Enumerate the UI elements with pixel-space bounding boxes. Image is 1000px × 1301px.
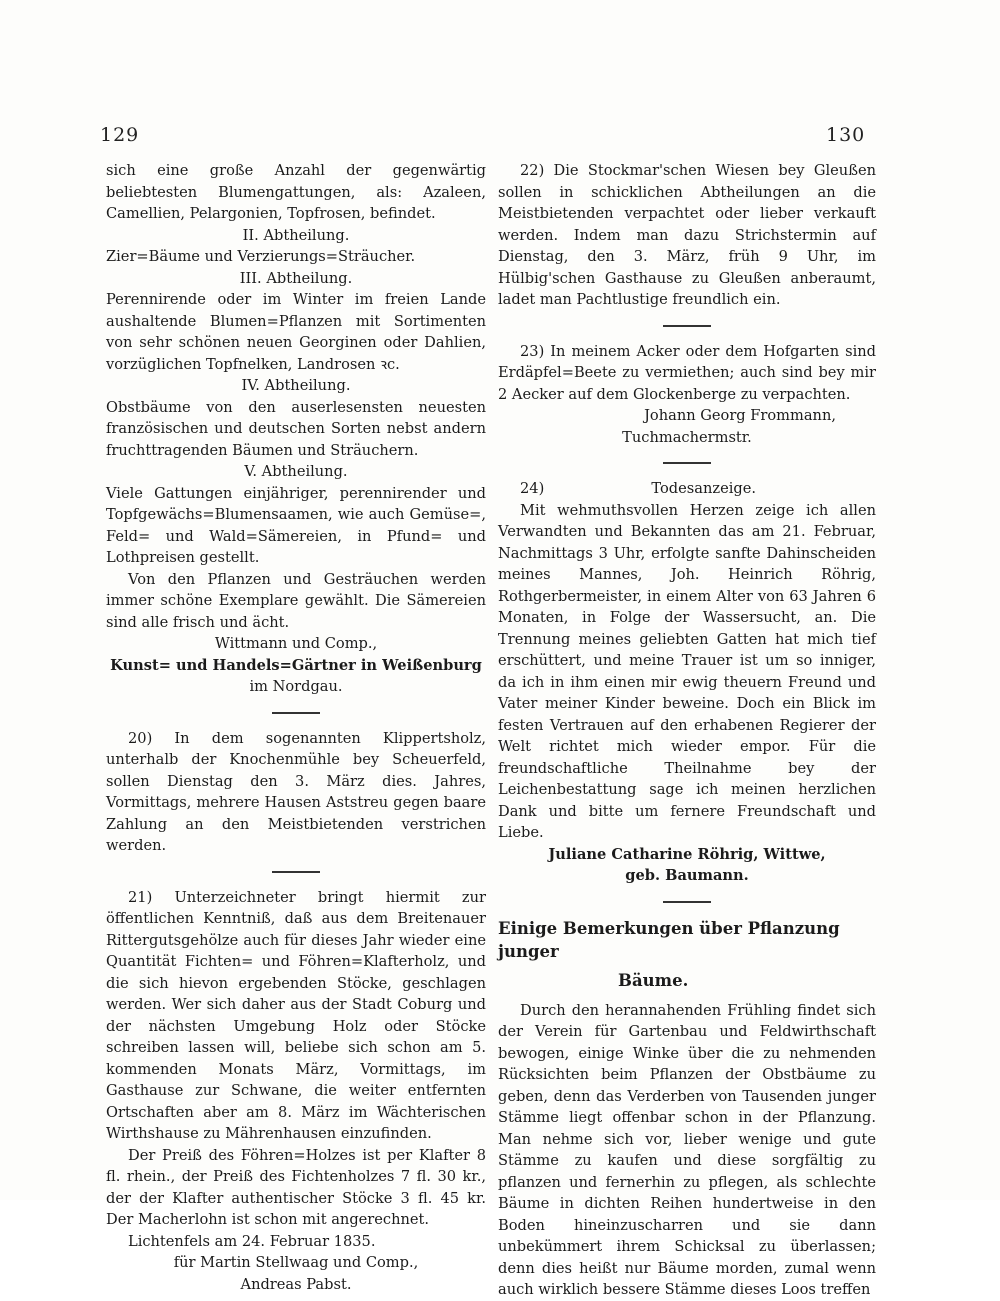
- paragraph: sich eine große Anzahl der gegenwärtig beliebtesten Blumengattungen, als: Azaleen, Camellien, Pelargonien, Topfrosen, befindet.: [106, 162, 486, 222]
- paragraph: Von den Pflanzen und Gesträuchen werden immer schöne Exemplare gewählt. Die Sämereien sind alle frisch und ächt.: [106, 570, 486, 631]
- section-heading: II. Abtheilung.: [242, 226, 350, 244]
- notice-title: Todesanzeige.: [651, 480, 756, 497]
- separator-rule: [663, 462, 711, 464]
- paragraph: Obstbäume von den auserlesensten neuesten französischen und deutschen Sorten nebst andern fruchttragenden Bäumen und Sträuchern.: [106, 398, 486, 459]
- right-column: [498, 160, 876, 1301]
- dateline: Lichtenfels am 24. Februar 1835.: [128, 1232, 376, 1250]
- signature: Kunst= und Handels=Gärtner in Weißenburg: [110, 656, 482, 674]
- section-heading: III. Abtheilung.: [239, 269, 353, 287]
- paragraph: Perennirende oder im Winter im freien Lande aushaltende Blumen=Pflanzen mit Sortimenten von sehr schönen neuen Georginen oder Dahlien, vorzüglichen Topfnelken, Landrosen ꝛc.: [106, 291, 486, 373]
- notice-number: 24): [520, 480, 545, 497]
- page-number-left: 129: [100, 124, 140, 146]
- notice-23: 23) In meinem Acker oder dem Hofgarten sind Erdäpfel=Beete zu vermiethen; auch sind bey mir 2 Aecker auf dem Glockenberge zu verpachten.: [498, 342, 876, 403]
- signature: geb. Baumann.: [625, 867, 749, 884]
- signature: Johann Georg Frommann,: [644, 407, 836, 424]
- article-title-cont: Bäume.: [618, 970, 689, 990]
- signature: Juliane Catharine Röhrig, Wittwe,: [548, 845, 826, 863]
- signature: Tuchmachermstr.: [622, 428, 752, 446]
- article-title: Einige Bemerkungen über Pflanzung junger: [498, 918, 840, 961]
- notice-24: Mit wehmuthsvollen Herzen zeige ich allen Verwandten und Bekannten das am 21. Februar, Nachmittags 3 Uhr, erfolgte sanfte Dahinscheiden meines Mannes, Joh. Heinrich Röhrig, Rothgerbermeister, in einem Alter von 63 Jahren 6 Monaten, in Folge der Wassersucht, an. Die Trennung meines geliebten Gatten hat mich tief erschüttert, und meine Trauer ist um so inniger, da ich in ihm einen mir ewig theuern Freund und Vater meiner Kinder beweine. Doch ein Blick im festen Vertrauen auf den erhabenen Regierer der Welt richtet mich wieder empor. Für die freundschaftliche Theilnahme bey der Leichenbestattung sage ich meinen herzlichen Dank und bitte um fernere Freundschaft und Liebe.: [498, 501, 876, 841]
- signature: Wittmann und Comp.,: [214, 635, 378, 652]
- notice-24-header: [498, 478, 876, 500]
- separator-rule: [663, 901, 711, 903]
- signature: Andreas Pabst.: [240, 1275, 352, 1293]
- page-number-right: 130: [826, 124, 866, 146]
- paragraph: Zier=Bäume und Verzierungs=Sträucher.: [106, 248, 416, 265]
- paragraph: Viele Gattungen einjähriger, perennirender und Topfgewächs=Blumensaamen, wie auch Gemüse=, Feld= und Wald=Sämereien, in Pfund= und Lothpreisen gestellt.: [106, 484, 486, 566]
- separator-rule: [272, 712, 320, 714]
- article-body: Durch den herannahenden Frühling findet sich der Verein für Gartenbau und Feldwirthschaft bewogen, einige Winke über die zu nehmenden Rücksichten beim Pflanzen der Obstbäume zu geben, denn das Verderben von Tausenden junger Stämme liegt offenbar schon in der Pflanzung. Man nehme sich vor, lieber wenige und gute Stämme zu kaufen und diese sorgfältig zu pflanzen und fernerhin zu pflegen, als schlechte Bäume in dichten Reihen hundertweise in den Boden hineinzuscharren und sie dann unbekümmert ihrem Schicksal zu überlassen; denn dies heißt nur Bäume morden, zumal wenn auch wirklich bessere Stämme dieses Loos treffen: [498, 1001, 876, 1298]
- signature: im Nordgau.: [249, 678, 343, 695]
- section-heading: IV. Abtheilung.: [241, 377, 351, 394]
- paragraph: Der Preiß des Föhren=Holzes ist per Klafter 8 fl. rhein., der Preiß des Fichtenholzes 7 fl. 30 kr., der der Klafter authentischer Stöcke 3 fl. 45 kr. Der Macherlohn ist schon mit angerechnet.: [106, 1146, 486, 1228]
- notice-20: 20) In dem sogenannten Klippertsholz, unterhalb der Knochenmühle bey Scheuerfeld, sollen Dienstag den 3. März dies. Jahres, Vormittags, mehrere Hausen Aststreu gegen baare Zahlung an den Meistbietenden verstrichen werden.: [106, 729, 486, 854]
- section-heading: V. Abtheilung.: [244, 463, 348, 480]
- signature: für Martin Stellwaag und Comp.,: [173, 1254, 419, 1271]
- notice-21: 21) Unterzeichneter bringt hiermit zur öffentlichen Kenntniß, daß aus dem Breitenauer Rittergutsgehölze auch für dieses Jahr wieder eine Quantität Fichten= und Föhren=Klafterholz, und die sich hievon ergebenden Stöcke, geschlagen werden. Wer sich daher aus der Stadt Coburg und der nächsten Umgebung Holz oder Stöcke schreiben lassen will, beliebe sich schon am 5. kommenden Monats März, Vormittags, im Gasthause zur Schwane, die weiter entfernten Ortschaften aber am 8. März im Wächterischen Wirthshause zu Mährenhausen einzufinden.: [106, 888, 486, 1142]
- separator-rule: [663, 325, 711, 327]
- notice-22: 22) Die Stockmar'schen Wiesen bey Gleußen sollen in schicklichen Abtheilungen an die Meistbietenden verpachtet oder lieber verkauft werden. Indem man dazu Strichstermin auf Dienstag, den 3. März, früh 9 Uhr, im Hülbig'schen Gasthause zu Gleußen anberaumt, ladet man Pachtlustige freundlich ein.: [498, 162, 876, 308]
- left-column: [106, 160, 486, 1295]
- separator-rule: [272, 871, 320, 873]
